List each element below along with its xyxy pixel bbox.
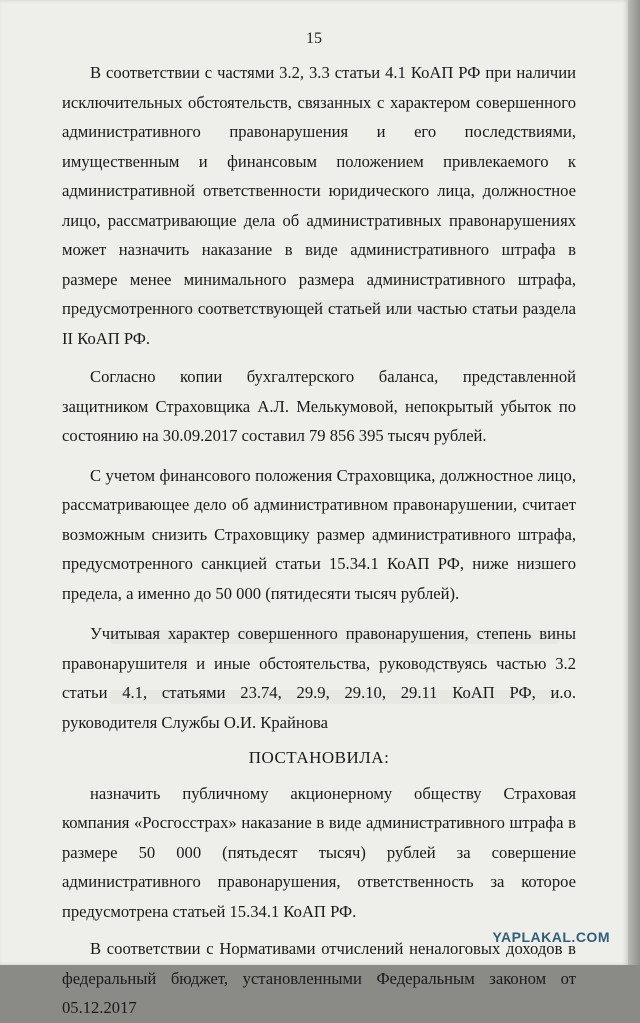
site-watermark: YAPLAKAL.COM <box>493 929 611 945</box>
resolution-heading: ПОСТАНОВИЛА: <box>62 743 576 773</box>
paragraph-fine-reduction: С учетом финансового положения Страховщика, должностное лицо, рассматривающее дело об административном правонарушении, считает возможным снизить Страховщику размер административного штрафа, предусмотренного санкцией статьи 15.34.1 КоАП РФ, ниже низшего предела, а именно до 50 000 (пятидесяти тысяч рублей). <box>62 461 576 609</box>
document-body <box>62 58 576 1023</box>
scan-edge <box>628 0 640 965</box>
page-number: 15 <box>0 30 628 48</box>
paragraph-resolution: назначить публичному акционерному обществу Страховая компания «Росгосстрах» наказание в виде административного штрафа в размере 50 000 (пятьдесят тысяч) рублей за совершение административного правонарушения, ответственность за которое предусмотрена статьей 15.34.1 КоАП РФ. <box>62 779 576 927</box>
paragraph-balance-sheet: Согласно копии бухгалтерского баланса, представленной защитником Страховщика А.Л. Мелькумовой, непокрытый убыток по состоянию на 30.09.2017 составил 79 856 395 тысяч рублей. <box>62 362 576 451</box>
paragraph-budget-norms: В соответствии с Нормативами отчислений неналоговых доходов в федеральный бюджет, установленными Федеральным законом от 05.12.2017 <box>62 934 576 1023</box>
paragraph-legal-basis: В соответствии с частями 3.2, 3.3 статьи 4.1 КоАП РФ при наличии исключительных обстоятельств, связанных с характером совершенного административного правонарушения и его последствиями, имущественным и финансовым положением привлекаемого к административной ответственности юридического лица, должностное лицо, рассматривающие дела об административных правонарушениях может назначить наказание в виде административного штрафа в размере менее минимального размера административного штрафа, предусмотренного соответствующей статьей или частью статьи раздела II КоАП РФ. <box>62 58 576 353</box>
paragraph-considering: Учитывая характер совершенного правонарушения, степень вины правонарушителя и иные обстоятельства, руководствуясь частью 3.2 статьи 4.1, статьями 23.74, 29.9, 29.10, 29.11 КоАП РФ, и.о. руководителя Службы О.И. Крайнова <box>62 619 576 737</box>
